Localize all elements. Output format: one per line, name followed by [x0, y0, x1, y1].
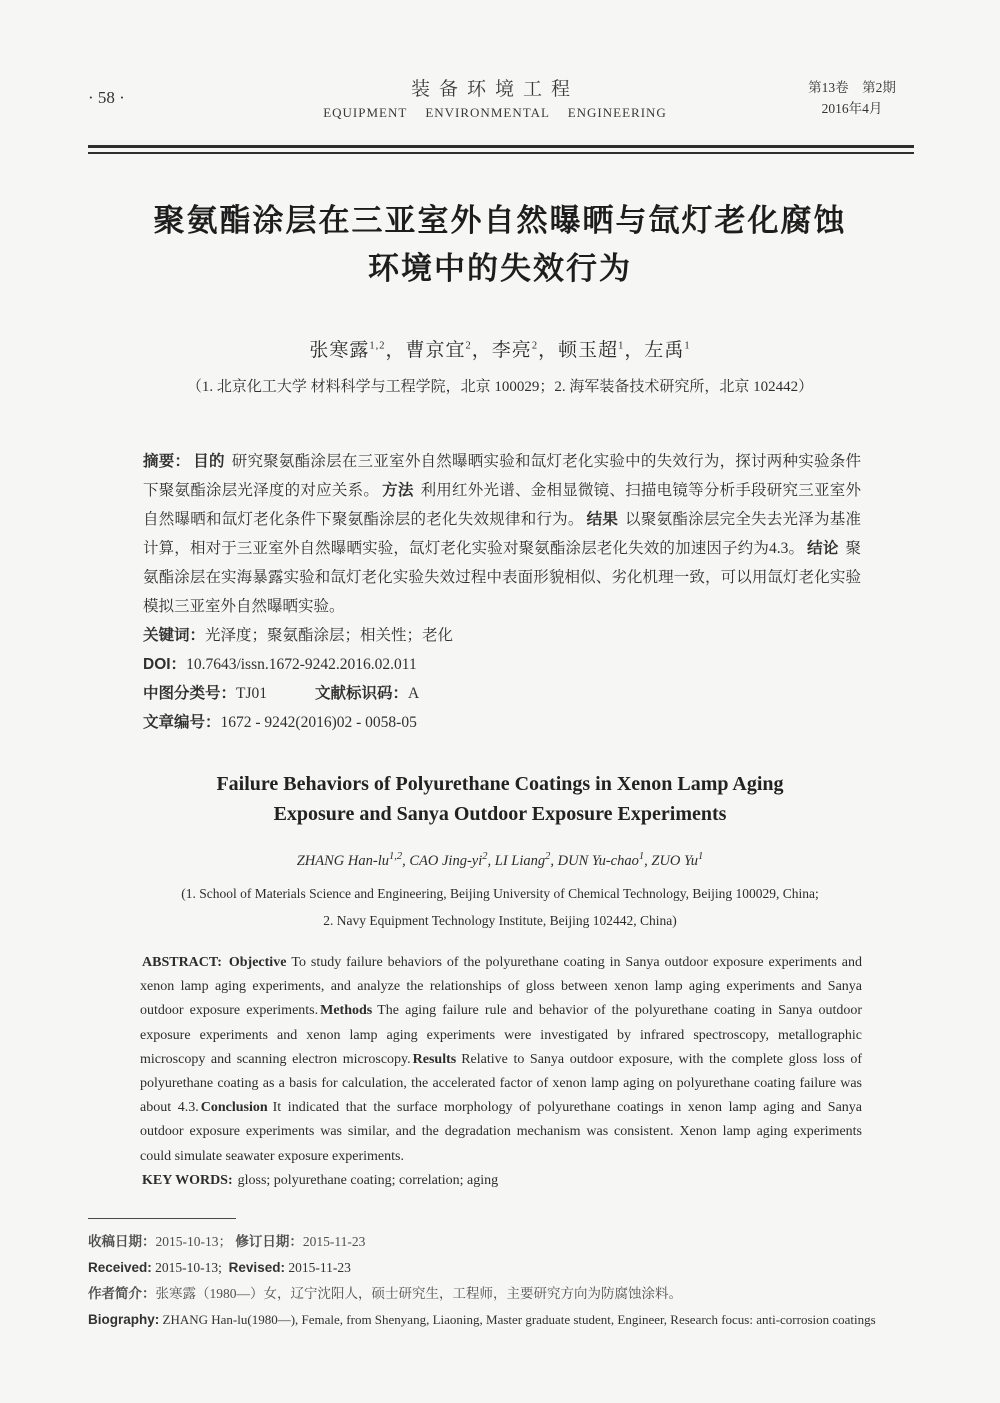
affiliation-cn: （1. 北京化工大学 材料科学与工程学院，北京 100029；2. 海军装备技术研究所，北京 102442）	[186, 379, 814, 395]
affiliation-en	[0, 880, 1000, 934]
revised-en-label: Revised:	[228, 1260, 285, 1275]
author-separator: ，	[624, 340, 645, 361]
volume-issue-block	[792, 77, 912, 119]
author-affil-superscript: 1,2	[388, 851, 403, 863]
author-name: 左禹	[644, 340, 685, 361]
section-label-methods-cn: 方法	[382, 482, 414, 499]
journal-title-cn: 装备环境工程	[410, 79, 579, 100]
section-label-results-en: Results	[412, 1051, 457, 1067]
document-code-label: 文献标识码：	[315, 685, 409, 702]
keywords-cn-label: 关键词：	[143, 627, 206, 644]
author-affil-superscript: 2	[482, 851, 488, 863]
author-affil-superscript: 1	[618, 340, 625, 352]
page-number: · 58 ·	[88, 87, 125, 107]
author-affil-superscript: 1	[638, 851, 645, 863]
section-label-objective-en: Objective	[228, 955, 287, 970]
author-separator: ,	[644, 853, 652, 869]
received-line-en	[88, 1255, 918, 1281]
section-text-methods-cn: 利用红外光谱、金相显微镜、扫描电镜等分析手段研究三亚室外自然曝晒和氙灯老化条件下聚氨酯涂层的老化失效规律和行为。	[143, 482, 861, 528]
doi-value: 10.7643/issn.1672-9242.2016.02.011	[186, 656, 417, 673]
author-affil-superscript: 1	[684, 340, 691, 352]
doi-line	[143, 650, 861, 679]
author-separator: ，	[471, 340, 492, 361]
section-label-objective-cn: 目的	[193, 453, 225, 470]
article-title-cn	[0, 197, 1000, 293]
author-cn	[644, 340, 690, 361]
author-separator: ，	[385, 340, 406, 361]
biography-en-label: Biography:	[88, 1312, 160, 1327]
section-text-objective-en: To study failure behaviors of the polyurethane coating in Sanya outdoor exposure experiments and xenon lamp aging experiments, and analyze the relationships of gloss between xenon lamp aging experiments and Sanya outdoor exposure experiments.	[140, 955, 862, 1019]
article-title-cn-line2: 环境中的失效行为	[368, 251, 632, 286]
keywords-cn-text: 光泽度；聚氨酯涂层；相关性；老化	[205, 627, 454, 644]
article-id-line	[143, 708, 861, 737]
abstract-label-en: ABSTRACT:	[142, 955, 222, 970]
received-cn-value: 2015-10-13；	[155, 1234, 232, 1249]
article-title-en-line2: Exposure and Sanya Outdoor Exposure Experiments	[273, 803, 727, 825]
author-en	[297, 853, 410, 869]
section-label-methods-en: Methods	[320, 1003, 373, 1019]
clc-value: TJ01	[236, 685, 268, 702]
header-double-rule	[88, 145, 914, 154]
author-cn	[309, 340, 405, 361]
authors-en	[0, 853, 1000, 870]
section-text-conclusion-en: It indicated that the surface morphology of polyurethane coatings in xenon lamp aging and Sanya outdoor exposure experiments was similar, and the degradation mechanism was consistent. Xenon lamp aging experiments could simulate seawater exposure experiments.	[140, 1100, 863, 1164]
clc-label: 中图分类号：	[143, 685, 237, 702]
article-id-value: 1672 - 9242(2016)02 - 0058-05	[220, 714, 417, 731]
author-name: 张寒露	[309, 340, 370, 361]
authors-cn	[0, 335, 1000, 362]
author-cn	[558, 340, 644, 361]
abstract-cn	[143, 447, 861, 621]
received-cn-label: 收稿日期：	[88, 1234, 156, 1249]
article-title-en-line1: Failure Behaviors of Polyurethane Coatings in Xenon Lamp Aging	[216, 773, 784, 795]
author-name: 顿玉超	[558, 340, 619, 361]
keywords-en-line	[140, 1169, 862, 1193]
author-name: CAO Jing-yi	[409, 853, 483, 869]
author-cn	[406, 340, 492, 361]
abstract-en	[140, 951, 862, 1169]
section-text-results-cn: 以聚氨酯涂层完全失去光泽为基准计算，相对于三亚室外自然曝晒实验，氙灯老化实验对聚氨酯涂层老化失效的加速因子约为4.3。	[143, 511, 861, 557]
section-label-conclusion-en: Conclusion	[200, 1100, 268, 1116]
author-name: ZHANG Han-lu	[296, 853, 389, 869]
biography-en-text: ZHANG Han-lu(1980—), Female, from Shenyang, Liaoning, Master graduate student, Engineer, Research focus: anti-corrosion coatings	[162, 1312, 876, 1327]
affiliation-en-line2: 2. Navy Equipment Technology Institute, Beijing 102442, China)	[323, 913, 677, 928]
article-id-label: 文章编号：	[143, 714, 221, 731]
abstract-label-cn: 摘要：	[143, 453, 191, 470]
section-label-results-cn: 结果	[586, 511, 619, 528]
journal-title-block	[198, 74, 792, 121]
section-text-objective-cn: 研究聚氨酯涂层在三亚室外自然曝晒实验和氙灯老化实验中的失效行为，探讨两种实验条件下聚氨酯涂层光泽度的对应关系。	[143, 453, 861, 499]
author-affil-superscript: 2	[531, 340, 539, 352]
author-en	[651, 853, 703, 869]
revised-cn-label: 修订日期：	[235, 1234, 303, 1249]
document-code-value: A	[408, 685, 420, 702]
section-text-methods-en: The aging failure rule and behavior of the polyurethane coating in Sanya outdoor exposure experiments and xenon lamp aging experiments were investigated by infrared spectroscopy, metallographic microscopy and scanning electron microscopy.	[140, 1003, 862, 1067]
author-cn	[492, 340, 558, 361]
abstract-block-cn	[143, 447, 861, 737]
section-label-conclusion-cn: 结论	[807, 540, 839, 557]
journal-header	[88, 74, 912, 121]
author-separator: ,	[487, 853, 495, 869]
received-en-value: 2015-10-13;	[155, 1260, 222, 1275]
received-line-cn	[88, 1229, 918, 1255]
biography-line-en	[88, 1307, 918, 1333]
author-separator: ,	[550, 853, 558, 869]
clc-line	[143, 679, 861, 708]
section-text-results-en: Relative to Sanya outdoor exposure, with the complete gloss loss of polyurethane coating as a basis for calculation, the accelerated factor of xenon lamp aging on polyurethane coating failure was about 4.3.	[140, 1051, 862, 1116]
revised-cn-value: 2015-11-23	[302, 1234, 366, 1249]
section-text-conclusion-cn: 聚氨酯涂层在实海暴露实验和氙灯老化实验失效过程中表面形貌相似、劣化机理一致，可以用氙灯老化实验模拟三亚室外自然曝晒实验。	[143, 540, 861, 615]
author-affil-superscript: 2	[465, 340, 472, 352]
keywords-en-label: KEY WORDS:	[142, 1172, 233, 1188]
author-name: 曹京宜	[405, 340, 466, 361]
author-affil-superscript: 1,2	[369, 340, 386, 352]
revised-en-value: 2015-11-23	[288, 1260, 351, 1275]
author-en	[495, 853, 558, 869]
received-en-label: Received:	[88, 1260, 152, 1275]
affiliation-en-line1: (1. School of Materials Science and Engineering, Beijing University of Chemical Technology, Beijing 100029, China;	[181, 886, 819, 901]
biography-cn-text: 张寒露（1980—）女，辽宁沈阳人，硕士研究生，工程师，主要研究方向为防腐蚀涂料。	[155, 1286, 682, 1301]
journal-title-en: EQUIPMENT ENVIRONMENTAL ENGINEERING	[323, 105, 667, 120]
footnote-divider	[88, 1218, 236, 1219]
issue-date: 2016年4月	[821, 100, 883, 116]
author-name: LI Liang	[494, 853, 546, 869]
author-affil-superscript: 2	[545, 851, 551, 863]
article-title-en	[0, 769, 1000, 829]
author-name: DUN Yu-chao	[557, 853, 639, 869]
keywords-en-text: gloss; polyurethane coating; correlation; aging	[237, 1172, 499, 1188]
footnote-block	[88, 1229, 918, 1333]
biography-cn-label: 作者简介：	[88, 1286, 156, 1301]
keywords-cn-line	[143, 621, 861, 650]
author-en	[558, 853, 652, 869]
author-separator: ，	[538, 340, 559, 361]
author-name: ZUO Yu	[651, 853, 698, 869]
author-name: 李亮	[491, 340, 532, 361]
author-separator: ,	[402, 853, 410, 869]
doi-label: DOI：	[143, 656, 187, 673]
volume-issue: 第13卷 第2期	[808, 79, 896, 95]
author-affil-superscript: 1	[698, 851, 704, 863]
article-title-cn-line1: 聚氨酯涂层在三亚室外自然曝晒与氙灯老化腐蚀	[153, 203, 847, 238]
biography-line-cn	[88, 1281, 918, 1307]
abstract-block-en	[140, 951, 862, 1193]
author-en	[409, 853, 494, 869]
